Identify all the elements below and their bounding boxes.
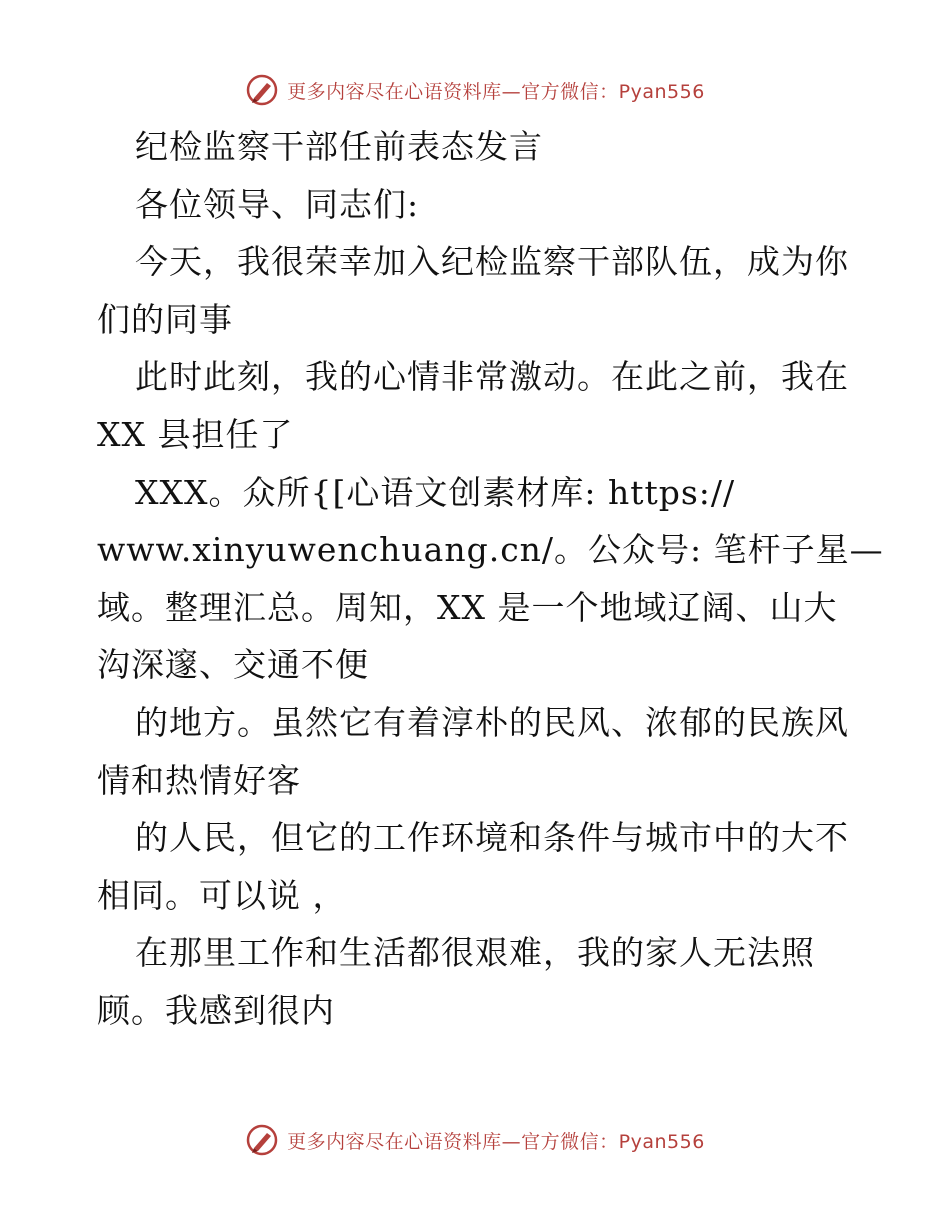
document-line: XXX。众所{[心语文创素材库: https://	[135, 472, 736, 512]
document-line: 此时此刻，我的心情非常激动。在此之前，我在	[135, 357, 849, 397]
document-line: 的地方。虽然它有着淳朴的民风、浓郁的民族风	[135, 702, 849, 742]
document-line: 情和热情好客	[97, 760, 301, 800]
pen-logo-icon	[245, 1123, 279, 1157]
document-line: 们的同事	[97, 299, 233, 339]
watermark-text: 更多内容尽在心语资料库—官方微信：Pyan556	[287, 1130, 705, 1153]
document-line: XX 县担任了	[97, 414, 294, 454]
document-line: 顾。我感到很内	[97, 990, 335, 1030]
document-body	[97, 118, 884, 1040]
footer-watermark	[0, 1120, 950, 1160]
document-line: 今天，我很荣幸加入纪检监察干部队伍，成为你	[135, 242, 849, 282]
document-line: 各位领导、同志们:	[135, 184, 420, 224]
document-line: 沟深邃、交通不便	[97, 645, 369, 685]
document-line: 域。整理汇总。周知，XX 是一个地域辽阔、山大	[97, 587, 838, 627]
document-line: 纪检监察干部任前表态发言	[135, 127, 543, 166]
watermark-text: 更多内容尽在心语资料库—官方微信：Pyan556	[287, 80, 705, 103]
document-line: 的人民，但它的工作环境和条件与城市中的大不	[135, 818, 849, 858]
document-line: www.xinyuwenchuang.cn/。公众号: 笔杆子星—	[97, 530, 884, 570]
header-watermark	[0, 70, 950, 110]
document-line: 在那里工作和生活都很艰难，我的家人无法照	[135, 933, 815, 973]
document-line: 相同。可以说 ，	[97, 875, 347, 915]
pen-logo-icon	[245, 73, 279, 107]
